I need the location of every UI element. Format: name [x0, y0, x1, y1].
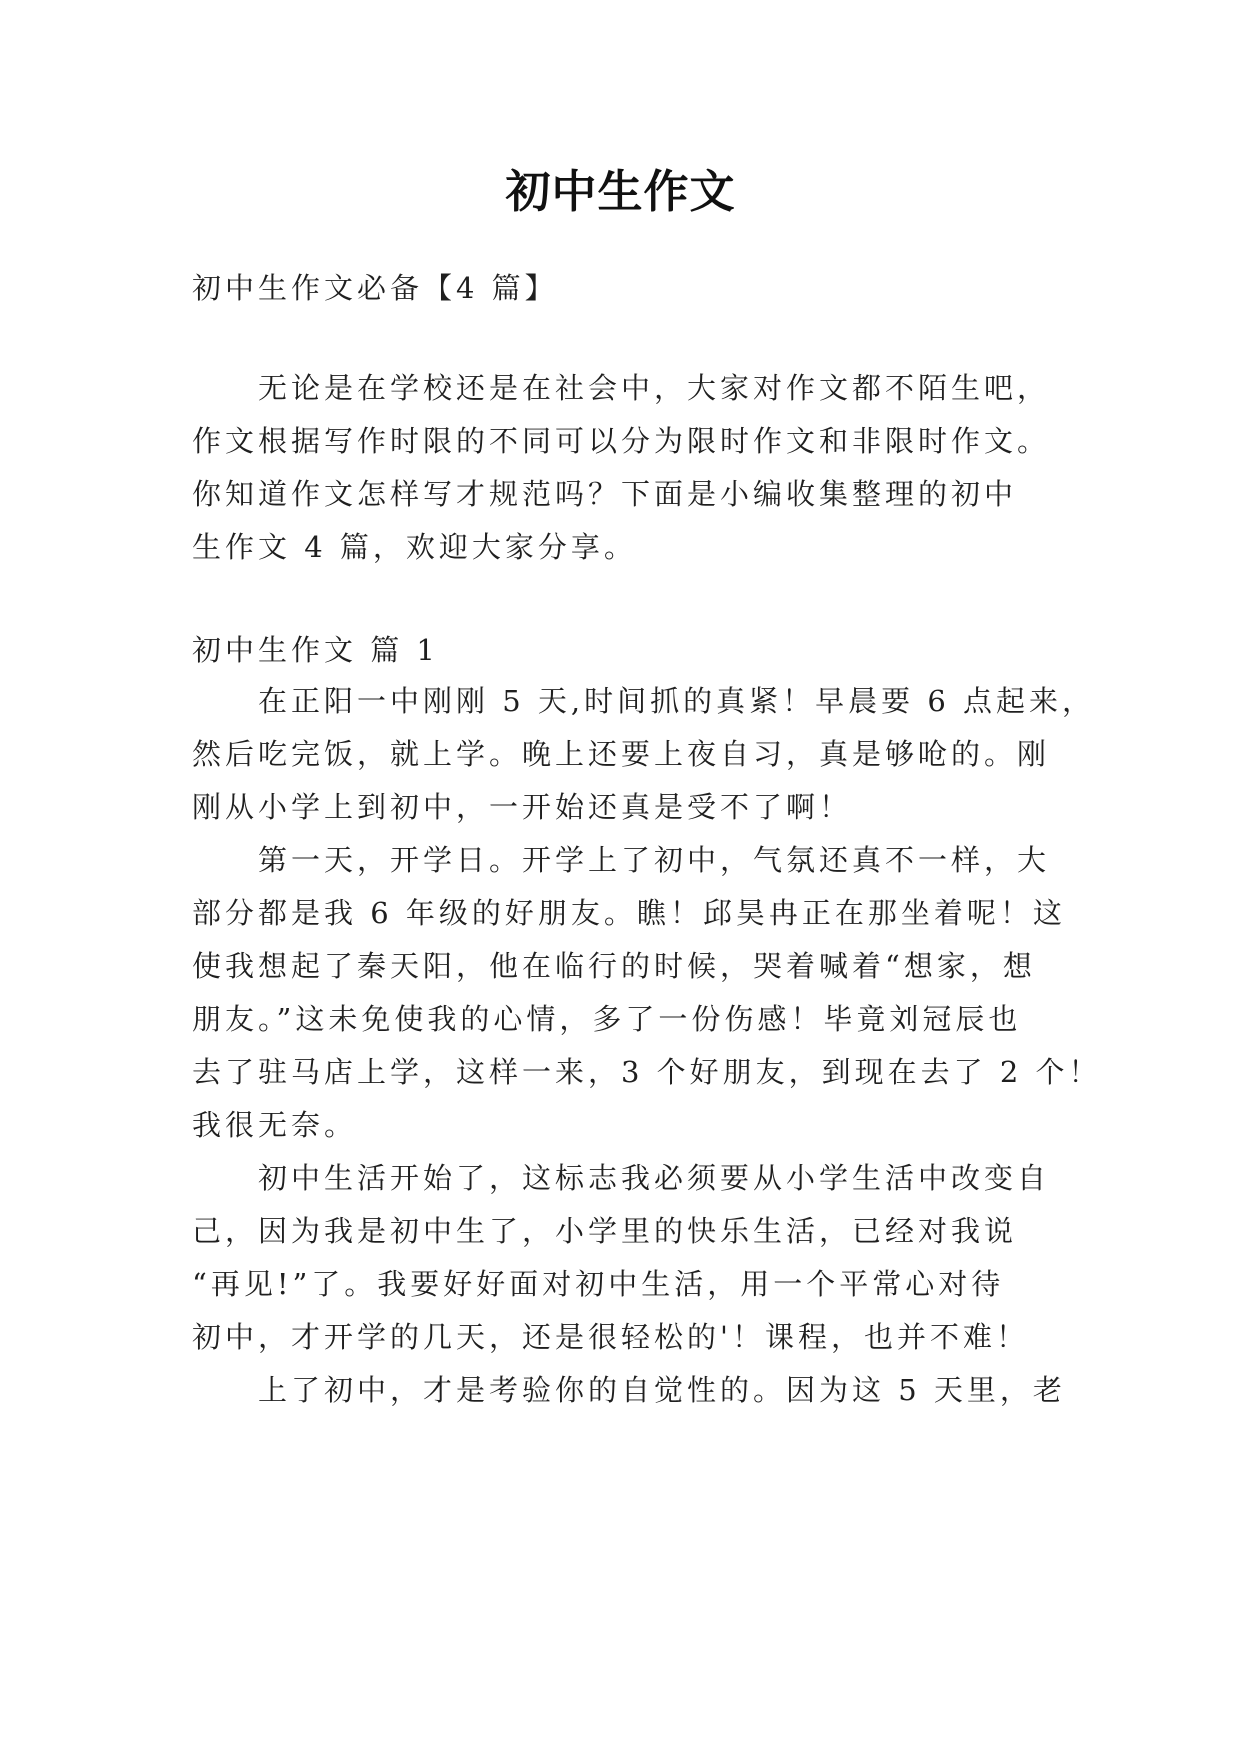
body-line: 第一天，开学日。开学上了初中，气氛还真不一样，大 — [192, 843, 1051, 877]
body-line: 上了初中，才是考验你的自觉性的。因为这 5 天里，老 — [192, 1373, 1066, 1407]
body-line: 己，因为我是初中生了，小学里的快乐生活，已经对我说 — [192, 1214, 1018, 1248]
section-heading: 初中生作文 篇 1 — [192, 633, 439, 667]
document-title: 初中生作文 — [505, 165, 736, 218]
body-line: 我很无奈。 — [192, 1108, 358, 1142]
body-line: 去了驻马店上学，这样一来，3 个好朋友，到现在去了 2 个！ — [192, 1055, 1102, 1089]
intro-line: 无论是在学校还是在社会中，大家对作文都不陌生吧， — [192, 371, 1051, 405]
body-line: 部分都是我 6 年级的好朋友。瞧！邱昊冉正在那坐着呢！这 — [192, 896, 1066, 930]
body-line: 初中，才开学的几天，还是很轻松的'！课程，也并不难！ — [192, 1320, 1029, 1354]
intro-line: 生作文 4 篇，欢迎大家分享。 — [192, 530, 637, 564]
document-subtitle: 初中生作文必备【4 篇】 — [192, 271, 558, 305]
intro-line: 作文根据写作时限的不同可以分为限时作文和非限时作文。 — [192, 424, 1051, 458]
body-line: 刚从小学上到初中，一开始还真是受不了啊！ — [192, 790, 853, 824]
body-line: “再见!”了。我要好好面对初中生活，用一个平常心对待 — [192, 1267, 1005, 1301]
body-line: 使我想起了秦天阳，他在临行的时候，哭着喊着“想家，想 — [192, 949, 1036, 983]
body-line: 在正阳一中刚刚 5 天,时间抓的真紧！早晨要 6 点起来， — [192, 684, 1095, 718]
intro-line: 你知道作文怎样写才规范吗？下面是小编收集整理的初中 — [192, 477, 1018, 511]
body-line: 朋友。”这未免使我的心情，多了一份伤感！毕竟刘冠辰也 — [192, 1002, 1022, 1036]
body-line: 初中生活开始了，这标志我必须要从小学生活中改变自 — [192, 1161, 1051, 1195]
body-line: 然后吃完饭，就上学。晚上还要上夜自习，真是够呛的。刚 — [192, 737, 1051, 771]
